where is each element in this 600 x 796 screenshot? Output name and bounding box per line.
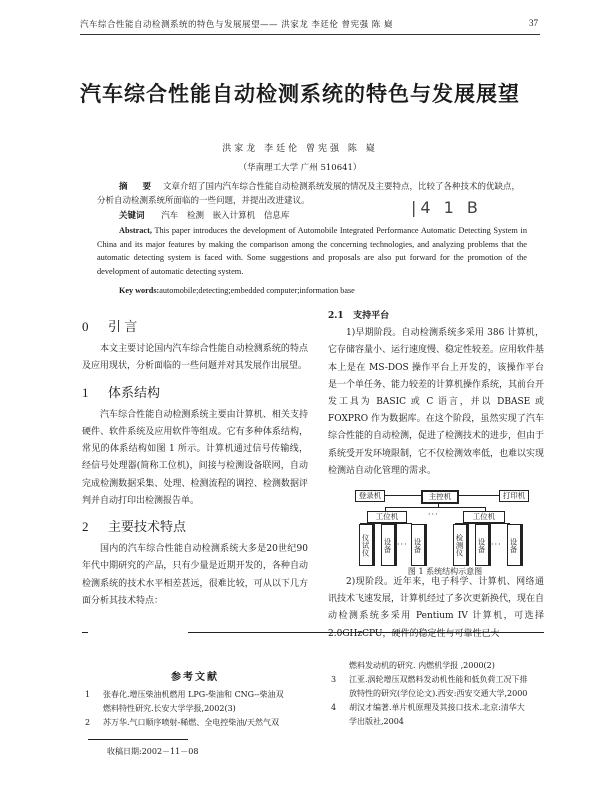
diagram-node-station-left: 工位机 (367, 511, 407, 523)
reference-item-cont: 燃料发动机的研究. 内燃机学报 ,2000(2) (349, 661, 495, 670)
reference-item-cont: 燃料特性研究.长安大学学报,2002(3) (103, 704, 236, 713)
keyword-cn: 嵌入计算机 (212, 211, 256, 221)
left-column (82, 318, 308, 610)
abstract-en-text: This paper introduces the development of Automobile Integrated Performance Automatic Detecting System in China and its major features by making the comparison among the concerning technologies, and analyzing problems that the automatic detecting system is faced with. Some suggestions and proposals are also put forward for the promotion of the development of automatic detecting system. (97, 226, 527, 276)
keyword-cn: 信息库 (263, 211, 290, 221)
subsection-heading-2-1: 2.1 支持平台 (328, 311, 390, 321)
subsection-2-1-paragraph-2: 2)现阶段。近年来，电子科学、计算机、网络通讯技术飞速发展，计算机经过了多次更新换代，现在自动检测系统多采用 Pentium IV 计算机，可选择2.0GHzCPU，硬件的稳定性与可靠性已大 (328, 577, 545, 639)
keywords-cn (119, 209, 289, 221)
reference-item: 4 胡汉才编著.单片机原理及其接口技术.北京:清华大 (331, 703, 525, 712)
references-divider (188, 632, 544, 633)
figure-caption: 图 1 系统结构示意图 (407, 567, 483, 576)
references-title: 参考文献 (171, 672, 219, 683)
reference-item: 2 苏万华.气口顺序喷射-稀燃、全电控柴油/天然气双 (85, 718, 279, 727)
section-heading-2: 2 主要技术特点 (82, 519, 187, 535)
diagram-ellipsis: ··· (428, 510, 439, 519)
keyword-cn: 检测 (186, 211, 204, 221)
reference-item: 1 张春化.增压柴油机燃用 LPG-柴油和 CNG--柴油双 (85, 690, 284, 699)
system-structure-diagram (355, 490, 530, 562)
section-heading-1: 1 体系结构 (82, 384, 161, 400)
running-header: 汽车综合性能自动检测系统的特色与发展展望—— 洪家龙 李廷伦 曾宪强 陈 嶷 (80, 20, 394, 30)
diagram-node-device: 设备 (507, 524, 523, 566)
abstract-cn-label: 摘 要 (119, 182, 157, 192)
article-authors: 洪家龙 李廷伦 曾宪强 陈 嶷 (222, 144, 378, 154)
subsection-2-1-paragraph-1: 1)早期阶段。自动检测系统多采用 386 计算机，它存储容量小、运行速度慢、稳定性较差。应用软件基本上是在 MS-DOS 操作平台上开发的，该操作平台是一个单任务、能力较差的计算机操作系统，其前台开发工具为 BASIC 或 C 语言，并以 DBASE 或 FOXPRO 作为数据库。在这个阶段，虽然实现了汽车综合性能的自动检测，促进了检测技术的进步，但由于系统受开发环境限制，它不仅检测效率低，也难以实现检测站自动化管理的需求。 (328, 328, 545, 476)
article-title: 汽车综合性能自动检测系统的特色与发展展望 (80, 81, 520, 106)
handwritten-mark: |4 1 B (411, 198, 482, 217)
reference-item: 3 江亚.涡轮增压双燃料发动机性能和低负荷工况下排 (331, 675, 528, 684)
section-2-paragraph: 国内的汽车综合性能自动检测系统大多是20世纪90年代中期研究的产品，只有少量是近期开发的，各种自动检测系统的技术水平相差甚远，很难比较，可从以下几方面分析其技术特点： (82, 544, 308, 606)
diagram-node-printer: 打印机 (499, 490, 529, 502)
diagram-node-device: 设备 (475, 524, 491, 566)
intro-paragraph: 本文主要讨论国内汽车综合性能自动检测系统的特点及应用现状，分析面临的一些问题并对其发展作出展望。 (82, 344, 308, 372)
right-column (328, 308, 544, 480)
keywords-en (119, 286, 355, 295)
diagram-node-device: 设备 (411, 524, 427, 566)
page-number: 37 (529, 18, 538, 28)
diagram-ellipsis: ··· (491, 540, 502, 549)
received-divider (88, 739, 188, 740)
header-divider (80, 34, 540, 35)
diagram-connector (385, 507, 485, 508)
references-right (331, 659, 546, 729)
reference-item-cont: 学出版社,2004 (349, 717, 404, 726)
diagram-node-station-right: 工位机 (463, 511, 505, 523)
abstract-cn-text: 文章介绍了国内汽车综合性能自动检测系统发展的情况及主要特点，比较了各种技术的优缺点，分析自动检测系统所面临的一些问题，并提出改进建议。 (97, 182, 520, 206)
diagram-ellipsis: ··· (397, 540, 408, 549)
abstract-en-label: Abstract, (119, 226, 152, 235)
keywords-cn-label: 关键词 (119, 211, 145, 221)
diagram-node-device: 仪试仪 (359, 524, 375, 566)
received-date: 收稿日期:2002－11－08 (107, 747, 199, 756)
section-1-paragraph: 汽车综合性能自动检测系统主要由计算机、相关支持硬件、软件系统及应用软件等组成。它有多种体系结构，常见的体系结构如图 1 所示。计算机通过信号传输线，经信号处理器(简称工位机)，间接与检测设备联网，自动完成检测数据采集、处理、检测流程的调控、检测数据评判并自动打印出检测报告单。 (82, 409, 308, 506)
keyword-cn: 汽车 (161, 211, 179, 221)
diagram-node-device: 设备 (381, 524, 397, 566)
references-left (85, 688, 310, 730)
diagram-connector (457, 495, 499, 496)
keywords-en-label: Key words: (119, 286, 160, 295)
keywords-en-text: automobile;detecting;embedded computer;information base (159, 286, 355, 295)
column-end-mark (82, 632, 88, 633)
abstract-en (97, 224, 527, 278)
article-affiliation: （华南理工大学 广州 510641） (238, 163, 362, 173)
reference-item-cont: 放特性的研究(学位论文).西安:西安交通大学,2000 (349, 689, 528, 698)
diagram-node-device: 检测仪 (453, 524, 469, 566)
diagram-connector (385, 495, 421, 496)
diagram-node-main: 主控机 (421, 490, 459, 504)
diagram-node-login: 登录机 (355, 490, 385, 502)
section-heading-intro: 0 引 言 (82, 319, 138, 334)
